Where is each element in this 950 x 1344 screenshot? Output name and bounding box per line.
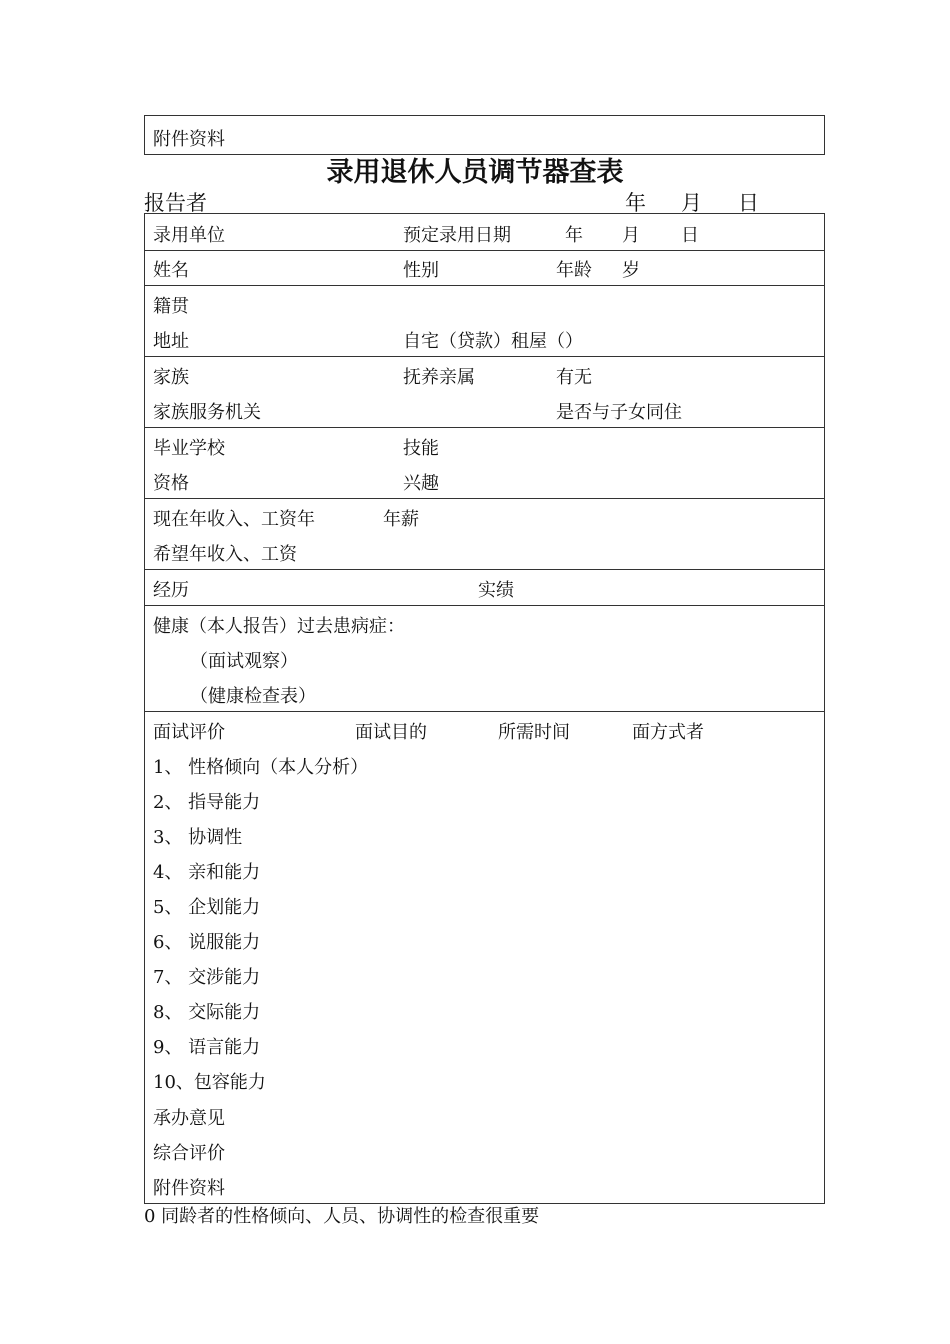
evaluation-item: 2、 指导能力	[153, 792, 261, 813]
report-day-label: 日	[738, 191, 759, 215]
row-divider	[144, 569, 825, 570]
top-attachment-label: 附件资料	[153, 129, 225, 150]
row-divider	[144, 605, 825, 606]
achievement-label: 实绩	[478, 580, 514, 601]
health-label: 健康（本人报告）过去患病症：	[153, 616, 405, 637]
page-title: 录用退休人员调节器查表	[326, 157, 624, 188]
top-attachment-box	[144, 115, 825, 155]
required-time-label: 所需时间	[498, 722, 570, 743]
evaluation-item: 10、包容能力	[153, 1072, 266, 1093]
address-label: 地址	[153, 331, 189, 352]
evaluation-item: 3、 协调性	[153, 827, 243, 848]
row-divider	[144, 427, 825, 428]
origin-label: 籍贯	[153, 296, 189, 317]
hoped-income-label: 希望年收入、工资	[153, 544, 297, 565]
evaluation-item: 7、 交涉能力	[153, 967, 261, 988]
interest-label: 兴趣	[403, 473, 439, 494]
hire-year-label: 年	[565, 225, 583, 246]
reporter-label: 报告者	[144, 191, 207, 215]
interview-observation-label: （面试观察）	[190, 651, 298, 672]
health-exam-label: （健康检查表）	[190, 686, 316, 707]
dependents-label: 抚养亲属	[403, 367, 475, 388]
evaluation-label: 面试评价	[153, 722, 225, 743]
family-label: 家族	[153, 367, 189, 388]
career-label: 经历	[153, 580, 189, 601]
evaluation-item: 8、 交际能力	[153, 1002, 261, 1023]
hire-day-label: 日	[681, 225, 699, 246]
current-income-label: 现在年收入、工资年	[153, 509, 315, 530]
evaluation-item: 1、 性格倾向（本人分析）	[153, 757, 369, 778]
row-divider	[144, 250, 825, 251]
row-divider	[144, 356, 825, 357]
overall-evaluation-label: 综合评价	[153, 1143, 225, 1164]
live-with-children-label: 是否与子女同住	[556, 402, 682, 423]
skill-label: 技能	[403, 438, 439, 459]
gender-label: 性别	[403, 260, 439, 281]
annual-salary-label: 年薪	[383, 509, 419, 530]
attachment-label: 附件资料	[153, 1178, 225, 1199]
hire-date-label: 预定录用日期	[403, 225, 511, 246]
row-divider	[144, 285, 825, 286]
evaluation-item: 4、 亲和能力	[153, 862, 261, 883]
evaluation-item: 9、 语言能力	[153, 1037, 261, 1058]
unit-label: 录用单位	[153, 225, 225, 246]
qualification-label: 资格	[153, 473, 189, 494]
housing-label: 自宅（贷款）租屋（）	[403, 331, 583, 352]
hire-month-label: 月	[622, 225, 640, 246]
age-label: 年龄	[556, 260, 592, 281]
row-divider	[144, 498, 825, 499]
school-label: 毕业学校	[153, 438, 225, 459]
has-dependents-label: 有无	[556, 367, 592, 388]
interview-purpose-label: 面试目的	[355, 722, 427, 743]
footnote: 0 同龄者的性格倾向、人员、协调性的检查很重要	[144, 1206, 540, 1227]
evaluation-item: 6、 说服能力	[153, 932, 261, 953]
age-unit-label: 岁	[622, 260, 640, 281]
opinion-label: 承办意见	[153, 1108, 225, 1129]
name-label: 姓名	[153, 260, 189, 281]
interviewer-label: 面方式者	[632, 722, 704, 743]
report-month-label: 月	[681, 191, 702, 215]
evaluation-item: 5、 企划能力	[153, 897, 261, 918]
row-divider	[144, 711, 825, 712]
family-org-label: 家族服务机关	[153, 402, 261, 423]
report-year-label: 年	[625, 191, 646, 215]
